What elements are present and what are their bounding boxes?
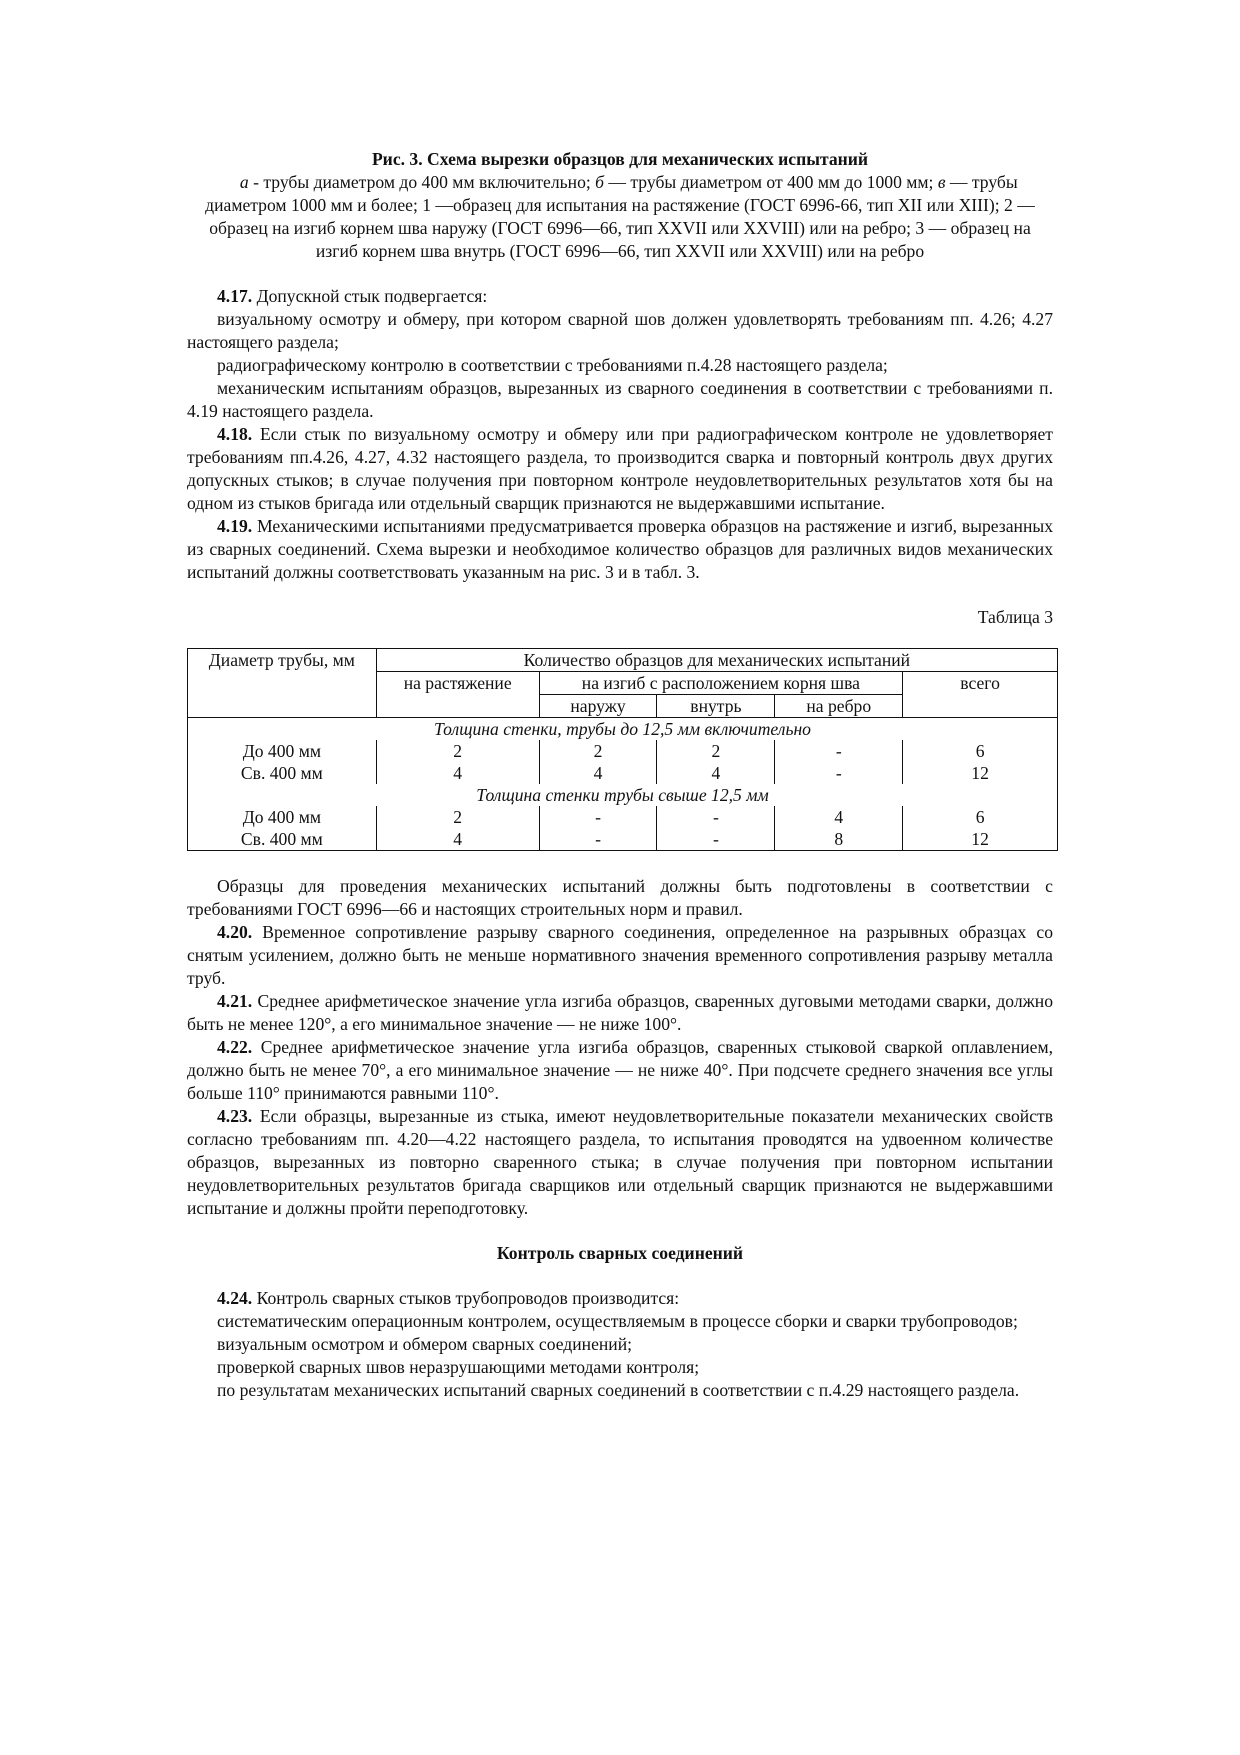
list-item: механическим испытаниям образцов, вырезанных из сварного соединения в соответствии с требованиями п. 4.19 настоящего раздела. bbox=[187, 378, 1053, 421]
table-row: До 400 мм 2 2 2 - 6 bbox=[188, 740, 1058, 762]
paragraph-4-21: 4.21. Среднее арифметическое значение угла изгиба образцов, сваренных дуговыми методами сварки, должно быть не менее 120°, а его минимальное значение — не ниже 100°. bbox=[187, 991, 1053, 1034]
list-item: по результатам механических испытаний сварных соединений в соответствии с п.4.29 настоящего раздела. bbox=[217, 1380, 1020, 1400]
header-edge: на ребро bbox=[775, 695, 903, 718]
section-heading: Контроль сварных соединений bbox=[496, 1243, 744, 1263]
paragraph-4-23: 4.23. Если образцы, вырезанные из стыка, имеют неудовлетворительные показатели механических свойств согласно требованиям пп. 4.20—4.22 настоящего раздела, то испытания проводятся на удвоенном количестве образцов, вырезанных из повторно сваренного стыка; в случае получения при повторном испытании неудовлетворительных результатов бригада сварщиков или отдельный сварщик признаются не выдержавшими испытание и должны пройти переподготовку. bbox=[187, 1106, 1053, 1218]
header-in: внутрь bbox=[657, 695, 775, 718]
paragraph-4-24: 4.24. Контроль сварных стыков трубопроводов производится: bbox=[217, 1288, 680, 1308]
header-bend: на изгиб с расположением корня шва bbox=[539, 672, 903, 695]
group-row-2: Толщина стенки трубы свыше 12,5 мм bbox=[188, 784, 1058, 806]
header-count: Количество образцов для механических испытаний bbox=[376, 649, 1057, 672]
paragraph-4-20: 4.20. Временное сопротивление разрыву сварного соединения, определенное на разрывных образцах со снятым усилением, должно быть не меньше нормативного значения временного сопротивления разрыву металла труб. bbox=[187, 922, 1053, 988]
paragraph-4-18: 4.18. Если стык по визуальному осмотру и обмеру или при радиографическом контроле не удовлетворяет требованиям пп.4.26, 4.27, 4.32 настоящего раздела, то производится сварка и повторный контроль двух других допускных стыков; в случае получения при повторном контроле неудовлетворительных результатов хотя бы на одном из стыков бригада или отдельный сварщик признаются не выдержавшими испытание. bbox=[187, 424, 1053, 513]
section-4-17 bbox=[187, 285, 1053, 584]
header-tension: на растяжение bbox=[376, 672, 539, 718]
table-row: Св. 400 мм 4 4 4 - 12 bbox=[188, 762, 1058, 784]
header-total: всего bbox=[903, 672, 1058, 718]
document-page bbox=[187, 148, 1053, 1402]
paragraph-after-table: Образцы для проведения механических испытаний должны быть подготовлены в соответствии с требованиями ГОСТ 6996—66 и настоящих строительных норм и правил. bbox=[187, 876, 1053, 919]
paragraph-4-22: 4.22. Среднее арифметическое значение угла изгиба образцов, сваренных стыковой сваркой оплавлением, должно быть не менее 70°, а его минимальное значение — не ниже 40°. При подсчете среднего значения все углы больше 110° принимаются равными 110°. bbox=[187, 1037, 1053, 1103]
section-4-24 bbox=[187, 1287, 1053, 1402]
figure-title: Рис. 3. Схема вырезки образцов для механических испытаний bbox=[371, 149, 869, 169]
table-label: Таблица 3 bbox=[977, 607, 1053, 627]
samples-table bbox=[187, 648, 1058, 851]
figure-caption bbox=[187, 148, 1053, 263]
paragraph-4-17: 4.17. Допускной стык подвергается: bbox=[217, 286, 488, 306]
list-item: радиографическому контролю в соответствии с требованиями п.4.28 настоящего раздела; bbox=[217, 355, 888, 375]
figure-legend: а - трубы диаметром до 400 мм включительно; б — трубы диаметром от 400 мм до 1000 мм; в — трубы диаметром 1000 мм и более; 1 —образец для испытания на растяжение (ГОСТ 6996-66, тип XII или XIII); 2 — образец на изгиб корнем шва наружу (ГОСТ 6996—66, тип XXVII или XXVIII) или на ребро; 3 — образец на изгиб корнем шва внутрь (ГОСТ 6996—66, тип XXVII или XXVIII) или на ребро bbox=[205, 172, 1035, 261]
group-row-1: Толщина стенки, трубы до 12,5 мм включительно bbox=[188, 718, 1058, 741]
header-out: наружу bbox=[539, 695, 657, 718]
paragraph-4-19: 4.19. Механическими испытаниями предусматривается проверка образцов на растяжение и изгиб, вырезанных из сварных соединений. Схема вырезки и необходимое количество образцов для различных видов механических испытаний должны соответствовать указанным на рис. 3 и в табл. 3. bbox=[187, 516, 1053, 582]
list-item: проверкой сварных швов неразрушающими методами контроля; bbox=[217, 1357, 700, 1377]
table-row: Св. 400 мм 4 - - 8 12 bbox=[188, 828, 1058, 851]
list-item: визуальным осмотром и обмером сварных соединений; bbox=[217, 1334, 633, 1354]
section-4-20 bbox=[187, 875, 1053, 1220]
list-item: систематическим операционным контролем, осуществляемым в процессе сборки и сварки трубопроводов; bbox=[217, 1311, 1018, 1331]
list-item: визуальному осмотру и обмеру, при котором сварной шов должен удовлетворять требованиям пп. 4.26; 4.27 настоящего раздела; bbox=[187, 309, 1053, 352]
table-row: До 400 мм 2 - - 4 6 bbox=[188, 806, 1058, 828]
header-diameter: Диаметр трубы, мм bbox=[188, 649, 377, 718]
